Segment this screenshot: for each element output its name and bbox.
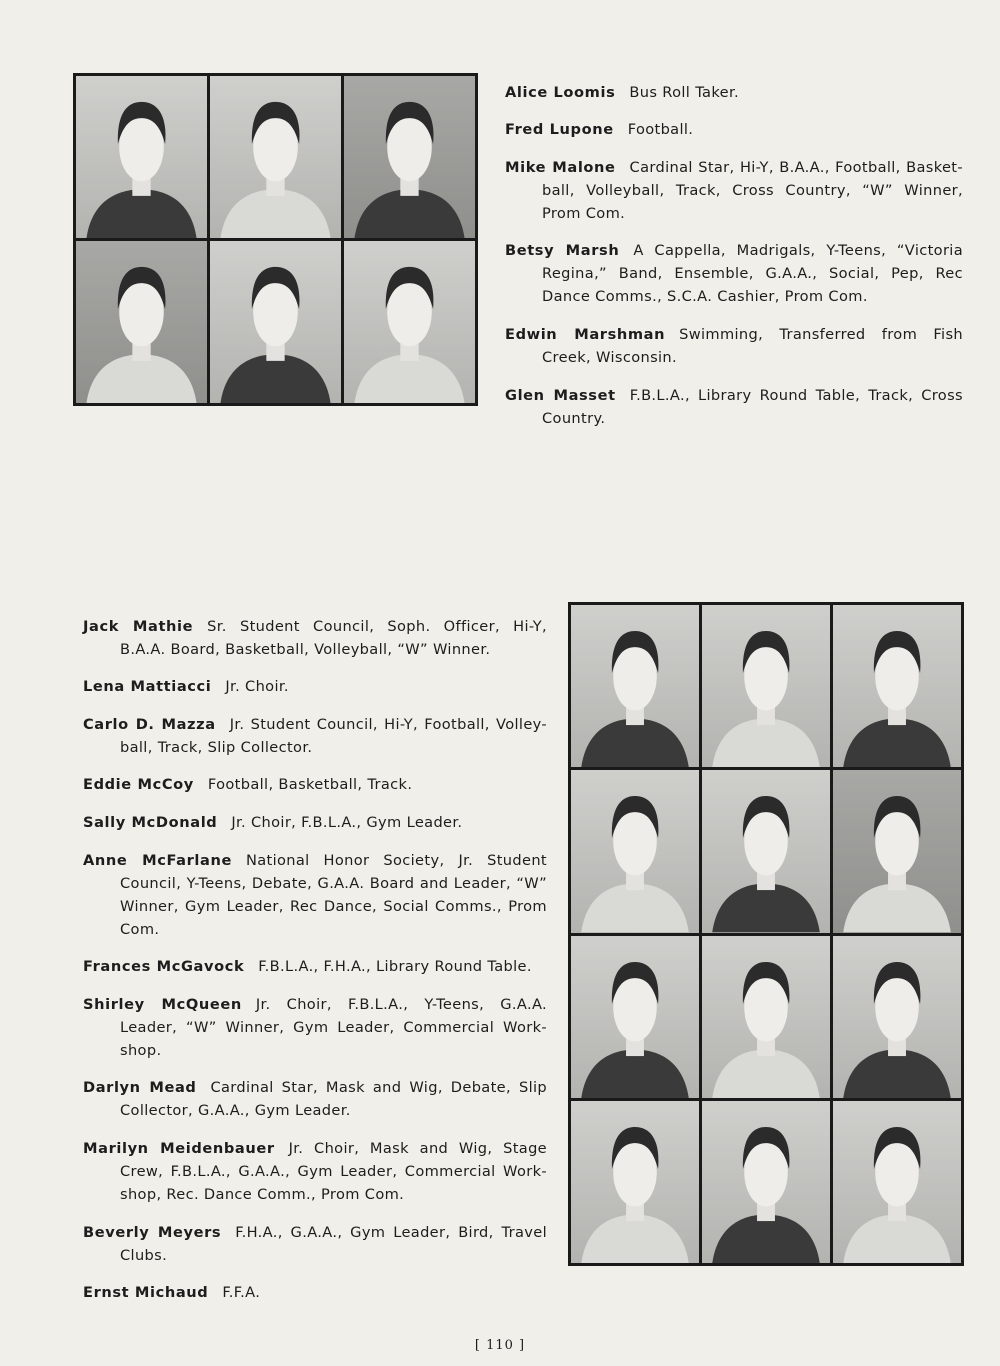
- student-activities: Sr. Student Council, Soph. Officer, Hi-Y, B.A.A. Board, Basketball, Volleyball, “W” Winner.: [120, 617, 547, 658]
- student-entry: [505, 239, 963, 308]
- student-name: Jack Mathie: [83, 617, 194, 635]
- portrait-silhouette: [702, 936, 830, 1098]
- student-name: Eddie McCoy: [83, 776, 194, 794]
- student-name: Alice Loomis: [505, 83, 616, 101]
- portrait-silhouette: [571, 770, 699, 932]
- student-activities: Football.: [627, 121, 694, 139]
- portrait-silhouette: [833, 1101, 961, 1263]
- student-name: Ernst Michaud: [83, 1284, 209, 1302]
- portrait-photo: [571, 936, 699, 1098]
- student-activities: Cardinal Star, Mask and Wig, Debate, Slip Collector, G.A.A., Gym Leader.: [120, 1079, 547, 1120]
- student-activities: A Cappella, Madrigals, Y-Teens, “Victoria Regina,” Band, Ensemble, G.A.A., Social, Pep, Rec Dance Comms., S.C.A. Cashier, Prom Com.: [542, 242, 963, 306]
- student-activities: Bus Roll Taker.: [629, 83, 739, 101]
- portrait-silhouette: [344, 76, 475, 238]
- portrait-silhouette: [702, 1101, 830, 1263]
- student-entry: [83, 849, 547, 941]
- portrait-silhouette: [833, 936, 961, 1098]
- student-activities: Jr. Choir, Mask and Wig, Stage Crew, F.B.L.A., G.A.A., Gym Leader, Commercial Work-shop, Rec. Dance Comm., Prom Com.: [120, 1139, 548, 1203]
- student-name: Lena Mattiacci: [83, 678, 212, 696]
- portrait-photo: [702, 770, 830, 932]
- portrait-photo: [76, 76, 207, 238]
- top-entries: [505, 66, 963, 442]
- student-entry: [83, 1137, 547, 1206]
- student-activities: F.F.A.: [222, 1284, 261, 1302]
- student-name: Frances McGavock: [83, 958, 245, 976]
- student-activities: Swimming, Transferred from Fish Creek, Wisconsin.: [542, 325, 963, 366]
- student-entry: [505, 81, 963, 104]
- student-name: Sally McDonald: [83, 813, 218, 831]
- portrait-silhouette: [210, 241, 341, 403]
- student-entry: [505, 323, 963, 369]
- portrait-photo: [210, 241, 341, 403]
- student-name: Betsy Marsh: [505, 242, 620, 260]
- student-activities: Jr. Choir.: [225, 678, 289, 696]
- portrait-photo: [571, 605, 699, 767]
- bottom-portrait-grid: [568, 602, 964, 1266]
- portrait-photo: [571, 1101, 699, 1263]
- student-name: Carlo D. Mazza: [83, 715, 216, 733]
- portrait-silhouette: [210, 76, 341, 238]
- student-name: Anne McFarlane: [83, 851, 232, 869]
- student-entry: [83, 713, 547, 759]
- student-activities: Jr. Student Council, Hi-Y, Football, Volley-ball, Track, Slip Collector.: [120, 715, 547, 756]
- portrait-photo: [833, 1101, 961, 1263]
- student-activities: Cardinal Star, Hi-Y, B.A.A., Football, Basket-ball, Volleyball, Track, Cross Country, “W” Winner, Prom Com.: [542, 158, 963, 222]
- student-entry: [83, 1281, 547, 1304]
- top-portrait-grid: [73, 73, 478, 406]
- student-entry: [83, 1221, 547, 1267]
- portrait-photo: [344, 76, 475, 238]
- portrait-silhouette: [702, 605, 830, 767]
- student-name: Darlyn Mead: [83, 1079, 197, 1097]
- student-activities: Jr. Choir, F.B.L.A., Y-Teens, G.A.A. Leader, “W” Winner, Gym Leader, Commercial Work-shop.: [120, 995, 548, 1059]
- student-entry: [505, 384, 963, 430]
- student-entry: [505, 156, 963, 225]
- portrait-silhouette: [571, 605, 699, 767]
- student-name: Glen Masset: [505, 386, 616, 404]
- student-entry: [83, 811, 547, 834]
- student-name: Mike Malone: [505, 158, 616, 176]
- portrait-photo: [833, 936, 961, 1098]
- portrait-silhouette: [702, 770, 830, 932]
- bottom-entries: [83, 600, 547, 1316]
- student-activities: Football, Basketball, Track.: [207, 776, 413, 794]
- portrait-silhouette: [833, 605, 961, 767]
- student-activities: National Honor Society, Jr. Student Council, Y-Teens, Debate, G.A.A. Board and Leader, “W” Winner, Gym Leader, Rec Dance, Social Comms., Prom Com.: [120, 851, 547, 938]
- portrait-photo: [833, 770, 961, 932]
- student-name: Fred Lupone: [505, 121, 614, 139]
- portrait-photo: [571, 770, 699, 932]
- portrait-photo: [76, 241, 207, 403]
- portrait-silhouette: [344, 241, 475, 403]
- student-activities: F.B.L.A., F.H.A., Library Round Table.: [258, 958, 532, 976]
- portrait-photo: [344, 241, 475, 403]
- portrait-silhouette: [76, 76, 207, 238]
- student-entry: [83, 993, 547, 1062]
- student-entry: [83, 675, 547, 698]
- portrait-photo: [210, 76, 341, 238]
- portrait-photo: [702, 605, 830, 767]
- student-name: Edwin Marshman: [505, 325, 666, 343]
- portrait-silhouette: [571, 1101, 699, 1263]
- student-activities: F.B.L.A., Library Round Table, Track, Cross Country.: [542, 386, 963, 427]
- student-entry: [83, 1076, 547, 1122]
- portrait-photo: [702, 936, 830, 1098]
- student-entry: [83, 955, 547, 978]
- portrait-silhouette: [76, 241, 207, 403]
- student-entry: [83, 773, 547, 796]
- page-number: [ 110 ]: [474, 1338, 526, 1353]
- portrait-silhouette: [571, 936, 699, 1098]
- student-activities: F.H.A., G.A.A., Gym Leader, Bird, Travel Clubs.: [120, 1223, 547, 1264]
- portrait-silhouette: [833, 770, 961, 932]
- student-name: Marilyn Meidenbauer: [83, 1139, 275, 1157]
- student-entry: [83, 615, 547, 661]
- portrait-photo: [833, 605, 961, 767]
- student-activities: Jr. Choir, F.B.L.A., Gym Leader.: [231, 813, 463, 831]
- student-entry: [505, 118, 963, 141]
- student-name: Shirley McQueen: [83, 995, 242, 1013]
- portrait-photo: [702, 1101, 830, 1263]
- student-name: Beverly Meyers: [83, 1223, 222, 1241]
